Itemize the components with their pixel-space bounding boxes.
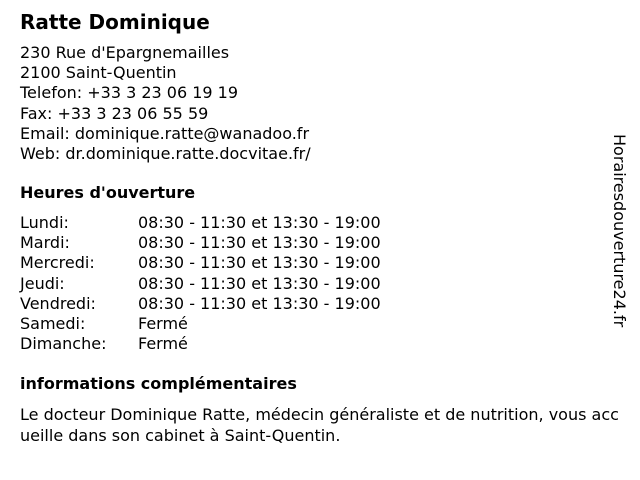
business-name: Ratte Dominique [20, 10, 210, 34]
day-label: Mercredi: [20, 253, 95, 273]
city-address: 2100 Saint-Quentin [20, 63, 177, 83]
day-hours: Fermé [138, 314, 188, 334]
hours-row [20, 334, 381, 354]
day-label: Vendredi: [20, 293, 96, 313]
day-hours: 08:30 - 11:30 et 13:30 - 19:00 [138, 253, 381, 273]
day-hours: 08:30 - 11:30 et 13:30 - 19:00 [138, 293, 381, 313]
street-address: 230 Rue d'Epargnemailles [20, 43, 230, 62]
opening-hours-table [20, 213, 381, 354]
site-watermark: Horairesdouverture24.fr [610, 134, 629, 328]
hours-row [20, 213, 381, 233]
day-label: Jeudi: [20, 273, 65, 293]
day-hours: 08:30 - 11:30 et 13:30 - 19:00 [138, 273, 381, 293]
additional-info-text: Le docteur Dominique Ratte, médecin généraliste et de nutrition, vous accueille dans son cabinet à Saint-Quentin. [20, 405, 619, 445]
hours-row [20, 233, 381, 253]
hours-row [20, 253, 381, 273]
day-label: Dimanche: [20, 334, 107, 354]
hours-row [20, 294, 381, 314]
additional-info-heading: informations complémentaires [20, 374, 297, 393]
day-label: Mardi: [20, 233, 70, 253]
website-url: Web: dr.dominique.ratte.docvitae.fr/ [20, 144, 311, 164]
hours-row [20, 274, 381, 294]
day-hours: 08:30 - 11:30 et 13:30 - 19:00 [138, 213, 381, 232]
hours-row [20, 314, 381, 334]
opening-hours-heading: Heures d'ouverture [20, 183, 196, 202]
day-label: Samedi: [20, 314, 86, 334]
day-hours: Fermé [138, 334, 188, 354]
fax-number: Fax: +33 3 23 06 55 59 [20, 103, 209, 123]
contact-block [20, 43, 311, 164]
day-label: Lundi: [20, 213, 69, 232]
email-address: Email: dominique.ratte@wanadoo.fr [20, 123, 310, 143]
phone-number: Telefon: +33 3 23 06 19 19 [20, 83, 239, 103]
day-hours: 08:30 - 11:30 et 13:30 - 19:00 [138, 233, 381, 253]
